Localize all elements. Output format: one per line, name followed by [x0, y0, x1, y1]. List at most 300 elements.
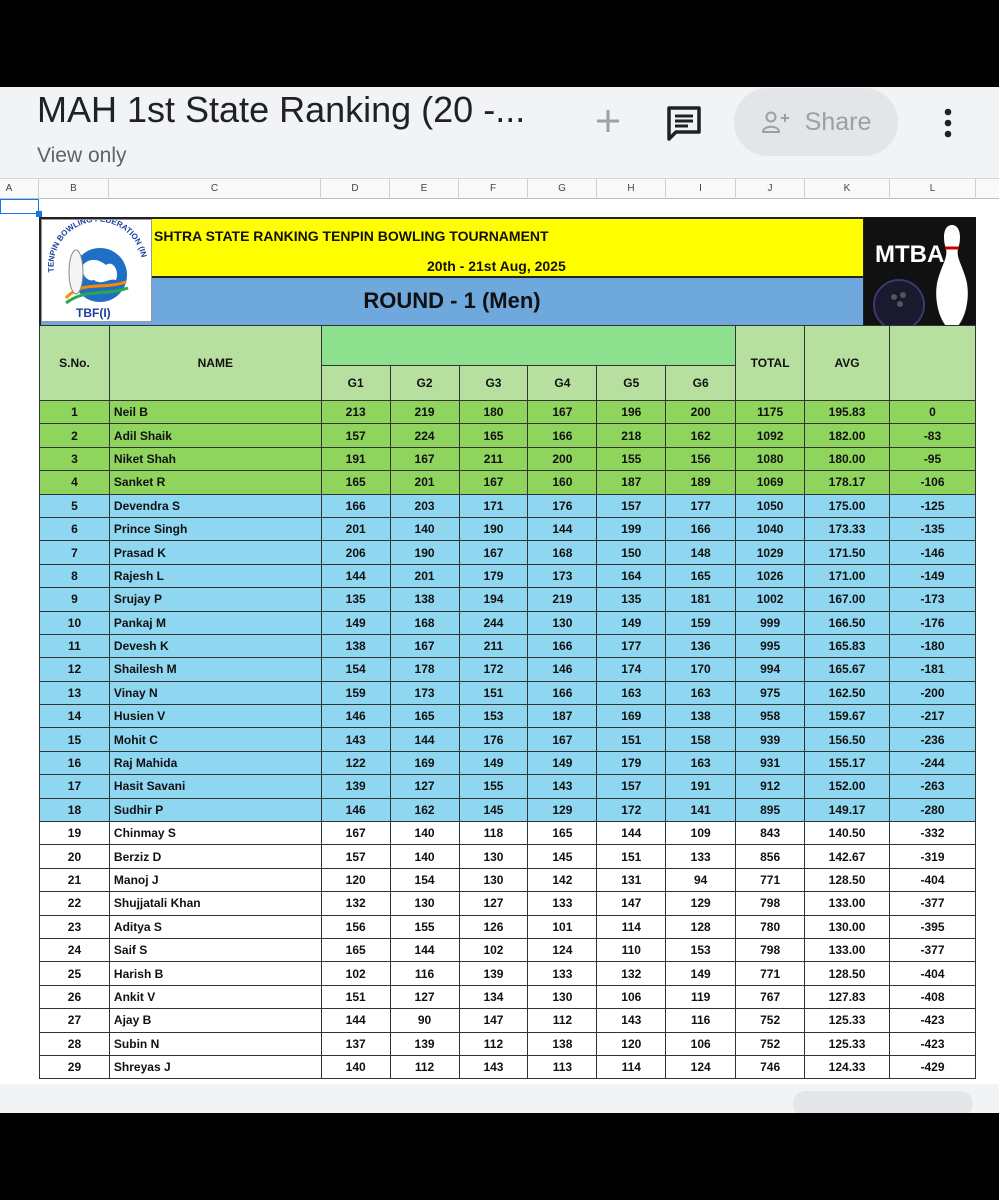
cell-g1[interactable]: 120 — [321, 868, 390, 891]
cell-g5[interactable]: 163 — [597, 681, 666, 704]
cell-total[interactable]: 994 — [736, 658, 805, 681]
cell-g2[interactable]: 165 — [390, 705, 459, 728]
cell-g1[interactable]: 165 — [321, 471, 390, 494]
cell-g4[interactable]: 167 — [528, 728, 597, 751]
cell-diff[interactable]: -395 — [889, 915, 975, 938]
cell-g6[interactable]: 165 — [666, 564, 736, 587]
cell-g6[interactable]: 153 — [666, 938, 736, 961]
cell-total[interactable]: 771 — [736, 868, 805, 891]
cell-sno[interactable]: 25 — [40, 962, 110, 985]
cell-g5[interactable]: 150 — [597, 541, 666, 564]
cell-name[interactable]: Mohit C — [109, 728, 321, 751]
cell-g1[interactable]: 149 — [321, 611, 390, 634]
cell-g3[interactable]: 211 — [459, 447, 528, 470]
cell-g3[interactable]: 112 — [459, 1032, 528, 1055]
cell-g5[interactable]: 174 — [597, 658, 666, 681]
cell-diff[interactable]: -244 — [889, 751, 975, 774]
cell-total[interactable]: 895 — [736, 798, 805, 821]
cell-g3[interactable]: 244 — [459, 611, 528, 634]
cell-g2[interactable]: 203 — [390, 494, 459, 517]
cell-total[interactable]: 767 — [736, 985, 805, 1008]
cell-g3[interactable]: 194 — [459, 588, 528, 611]
cell-g1[interactable]: 122 — [321, 751, 390, 774]
cell-diff[interactable]: -180 — [889, 634, 975, 657]
cell-g1[interactable]: 139 — [321, 775, 390, 798]
cell-g2[interactable]: 155 — [390, 915, 459, 938]
cell-g2[interactable]: 116 — [390, 962, 459, 985]
column-header-e[interactable]: E — [390, 179, 459, 199]
cell-g3[interactable]: 155 — [459, 775, 528, 798]
cell-avg[interactable]: 142.67 — [805, 845, 890, 868]
column-header-h[interactable]: H — [597, 179, 666, 199]
cell-g3[interactable]: 167 — [459, 471, 528, 494]
cell-g3[interactable]: 180 — [459, 401, 528, 424]
cell-g2[interactable]: 144 — [390, 938, 459, 961]
cell-avg[interactable]: 195.83 — [805, 401, 890, 424]
header-g1[interactable]: G1 — [321, 366, 390, 401]
cell-g4[interactable]: 219 — [528, 588, 597, 611]
cell-g5[interactable]: 199 — [597, 517, 666, 540]
cell-g4[interactable]: 130 — [528, 985, 597, 1008]
cell-g6[interactable]: 191 — [666, 775, 736, 798]
cell-g3[interactable]: 126 — [459, 915, 528, 938]
cell-total[interactable]: 939 — [736, 728, 805, 751]
cell-diff[interactable]: -332 — [889, 822, 975, 845]
cell-g4[interactable]: 187 — [528, 705, 597, 728]
cell-total[interactable]: 1080 — [736, 447, 805, 470]
header-g2[interactable]: G2 — [390, 366, 459, 401]
column-header-l[interactable]: L — [890, 179, 976, 199]
cell-g2[interactable]: 167 — [390, 634, 459, 657]
cell-g5[interactable]: 114 — [597, 915, 666, 938]
cell-avg[interactable]: 127.83 — [805, 985, 890, 1008]
cell-g6[interactable]: 109 — [666, 822, 736, 845]
header-g6[interactable]: G6 — [666, 366, 736, 401]
cell-diff[interactable]: -149 — [889, 564, 975, 587]
cell-sno[interactable]: 18 — [40, 798, 110, 821]
cell-name[interactable]: Husien V — [109, 705, 321, 728]
cell-name[interactable]: Harish B — [109, 962, 321, 985]
cell-g5[interactable]: 157 — [597, 494, 666, 517]
cell-total[interactable]: 780 — [736, 915, 805, 938]
cell-g1[interactable]: 191 — [321, 447, 390, 470]
cell-avg[interactable]: 162.50 — [805, 681, 890, 704]
cell-g1[interactable]: 166 — [321, 494, 390, 517]
cell-total[interactable]: 1026 — [736, 564, 805, 587]
cell-g4[interactable]: 166 — [528, 681, 597, 704]
cell-avg[interactable]: 173.33 — [805, 517, 890, 540]
cell-name[interactable]: Sanket R — [109, 471, 321, 494]
cell-g2[interactable]: 190 — [390, 541, 459, 564]
cell-sno[interactable]: 2 — [40, 424, 110, 447]
cell-sno[interactable]: 6 — [40, 517, 110, 540]
cell-g5[interactable]: 151 — [597, 728, 666, 751]
cell-g4[interactable]: 168 — [528, 541, 597, 564]
cell-g2[interactable]: 154 — [390, 868, 459, 891]
cell-g6[interactable]: 149 — [666, 962, 736, 985]
cell-g3[interactable]: 143 — [459, 1055, 528, 1078]
cell-g1[interactable]: 143 — [321, 728, 390, 751]
cell-sno[interactable]: 9 — [40, 588, 110, 611]
cell-diff[interactable]: -200 — [889, 681, 975, 704]
cell-g2[interactable]: 168 — [390, 611, 459, 634]
column-header-g[interactable]: G — [528, 179, 597, 199]
cell-g5[interactable]: 172 — [597, 798, 666, 821]
cell-diff[interactable]: -146 — [889, 541, 975, 564]
cell-sno[interactable]: 4 — [40, 471, 110, 494]
cell-g2[interactable]: 219 — [390, 401, 459, 424]
cell-g6[interactable]: 116 — [666, 1009, 736, 1032]
cell-avg[interactable]: 156.50 — [805, 728, 890, 751]
cell-g6[interactable]: 138 — [666, 705, 736, 728]
cell-g5[interactable]: 110 — [597, 938, 666, 961]
cell-sno[interactable]: 24 — [40, 938, 110, 961]
cell-g6[interactable]: 163 — [666, 681, 736, 704]
cell-g5[interactable]: 132 — [597, 962, 666, 985]
cell-name[interactable]: Aditya S — [109, 915, 321, 938]
cell-g5[interactable]: 169 — [597, 705, 666, 728]
cell-name[interactable]: Saif S — [109, 938, 321, 961]
cell-g2[interactable]: 144 — [390, 728, 459, 751]
cell-avg[interactable]: 128.50 — [805, 868, 890, 891]
cell-sno[interactable]: 12 — [40, 658, 110, 681]
cell-diff[interactable]: -181 — [889, 658, 975, 681]
header-sno[interactable]: S.No. — [40, 326, 110, 401]
cell-name[interactable]: Rajesh L — [109, 564, 321, 587]
cell-g1[interactable]: 102 — [321, 962, 390, 985]
cell-name[interactable]: Prince Singh — [109, 517, 321, 540]
cell-g3[interactable]: 172 — [459, 658, 528, 681]
cell-g3[interactable]: 171 — [459, 494, 528, 517]
cell-name[interactable]: Niket Shah — [109, 447, 321, 470]
cell-g4[interactable]: 200 — [528, 447, 597, 470]
cell-g4[interactable]: 143 — [528, 775, 597, 798]
cell-avg[interactable]: 140.50 — [805, 822, 890, 845]
cell-g4[interactable]: 133 — [528, 962, 597, 985]
cell-g6[interactable]: 136 — [666, 634, 736, 657]
cell-g1[interactable]: 132 — [321, 892, 390, 915]
cell-g2[interactable]: 138 — [390, 588, 459, 611]
cell-g4[interactable]: 166 — [528, 634, 597, 657]
cell-total[interactable]: 752 — [736, 1032, 805, 1055]
cell-g3[interactable]: 190 — [459, 517, 528, 540]
cell-sno[interactable]: 19 — [40, 822, 110, 845]
cell-g3[interactable]: 165 — [459, 424, 528, 447]
column-header-c[interactable]: C — [109, 179, 321, 199]
cell-total[interactable]: 798 — [736, 938, 805, 961]
cell-g3[interactable]: 102 — [459, 938, 528, 961]
cell-g2[interactable]: 162 — [390, 798, 459, 821]
cell-avg[interactable]: 167.00 — [805, 588, 890, 611]
cell-name[interactable]: Pankaj M — [109, 611, 321, 634]
cell-g5[interactable]: 149 — [597, 611, 666, 634]
cell-diff[interactable]: -106 — [889, 471, 975, 494]
header-name[interactable]: NAME — [109, 326, 321, 401]
column-header-f[interactable]: F — [459, 179, 528, 199]
cell-avg[interactable]: 175.00 — [805, 494, 890, 517]
cell-g3[interactable]: 145 — [459, 798, 528, 821]
cell-g3[interactable]: 134 — [459, 985, 528, 1008]
cell-diff[interactable]: -377 — [889, 938, 975, 961]
header-g5[interactable]: G5 — [597, 366, 666, 401]
cell-avg[interactable]: 166.50 — [805, 611, 890, 634]
cell-g3[interactable]: 139 — [459, 962, 528, 985]
cell-avg[interactable]: 155.17 — [805, 751, 890, 774]
cell-g5[interactable]: 144 — [597, 822, 666, 845]
cell-sno[interactable]: 26 — [40, 985, 110, 1008]
cell-avg[interactable]: 182.00 — [805, 424, 890, 447]
cell-g6[interactable]: 170 — [666, 658, 736, 681]
cell-avg[interactable]: 130.00 — [805, 915, 890, 938]
cell-g4[interactable]: 133 — [528, 892, 597, 915]
cell-g5[interactable]: 131 — [597, 868, 666, 891]
cell-g4[interactable]: 160 — [528, 471, 597, 494]
sheet-grid[interactable] — [0, 199, 999, 1084]
cell-diff[interactable]: -429 — [889, 1055, 975, 1078]
cell-total[interactable]: 746 — [736, 1055, 805, 1078]
cell-g6[interactable]: 128 — [666, 915, 736, 938]
cell-diff[interactable]: -377 — [889, 892, 975, 915]
cell-g3[interactable]: 179 — [459, 564, 528, 587]
cell-name[interactable]: Subin N — [109, 1032, 321, 1055]
cell-sno[interactable]: 17 — [40, 775, 110, 798]
cell-g5[interactable]: 155 — [597, 447, 666, 470]
cell-g1[interactable]: 137 — [321, 1032, 390, 1055]
cell-g6[interactable]: 181 — [666, 588, 736, 611]
comment-icon[interactable] — [664, 103, 704, 143]
cell-total[interactable]: 999 — [736, 611, 805, 634]
cell-total[interactable]: 1092 — [736, 424, 805, 447]
cell-g5[interactable]: 218 — [597, 424, 666, 447]
cell-g6[interactable]: 200 — [666, 401, 736, 424]
cell-name[interactable]: Shailesh M — [109, 658, 321, 681]
cell-diff[interactable]: -125 — [889, 494, 975, 517]
cell-sno[interactable]: 16 — [40, 751, 110, 774]
cell-g5[interactable]: 164 — [597, 564, 666, 587]
cell-g4[interactable]: 166 — [528, 424, 597, 447]
cell-g4[interactable]: 144 — [528, 517, 597, 540]
cell-g3[interactable]: 211 — [459, 634, 528, 657]
cell-g3[interactable]: 151 — [459, 681, 528, 704]
cell-g5[interactable]: 114 — [597, 1055, 666, 1078]
column-header-d[interactable]: D — [321, 179, 390, 199]
cell-total[interactable]: 1040 — [736, 517, 805, 540]
cell-g4[interactable]: 138 — [528, 1032, 597, 1055]
cell-diff[interactable]: -263 — [889, 775, 975, 798]
cell-g1[interactable]: 159 — [321, 681, 390, 704]
cell-total[interactable]: 798 — [736, 892, 805, 915]
cell-name[interactable]: Prasad K — [109, 541, 321, 564]
cell-diff[interactable]: -423 — [889, 1032, 975, 1055]
cell-total[interactable]: 1002 — [736, 588, 805, 611]
cell-g1[interactable]: 154 — [321, 658, 390, 681]
cell-avg[interactable]: 125.33 — [805, 1032, 890, 1055]
cell-g4[interactable]: 176 — [528, 494, 597, 517]
more-vert-icon[interactable] — [935, 103, 961, 143]
cell-g6[interactable]: 94 — [666, 868, 736, 891]
cell-sno[interactable]: 10 — [40, 611, 110, 634]
cell-name[interactable]: Neil B — [109, 401, 321, 424]
cell-g2[interactable]: 169 — [390, 751, 459, 774]
cell-g1[interactable]: 157 — [321, 424, 390, 447]
cell-g5[interactable]: 135 — [597, 588, 666, 611]
cell-avg[interactable]: 124.33 — [805, 1055, 890, 1078]
cell-g1[interactable]: 146 — [321, 705, 390, 728]
column-header-j[interactable]: J — [736, 179, 805, 199]
cell-g4[interactable]: 113 — [528, 1055, 597, 1078]
cell-g2[interactable]: 127 — [390, 775, 459, 798]
cell-g1[interactable]: 151 — [321, 985, 390, 1008]
cell-g1[interactable]: 213 — [321, 401, 390, 424]
cell-g5[interactable]: 157 — [597, 775, 666, 798]
cell-name[interactable]: Vinay N — [109, 681, 321, 704]
cell-total[interactable]: 912 — [736, 775, 805, 798]
cell-diff[interactable]: -236 — [889, 728, 975, 751]
column-header-a[interactable]: A — [0, 179, 39, 199]
cell-g3[interactable]: 130 — [459, 845, 528, 868]
cell-g1[interactable]: 156 — [321, 915, 390, 938]
cell-g3[interactable]: 127 — [459, 892, 528, 915]
cell-g4[interactable]: 146 — [528, 658, 597, 681]
cell-g3[interactable]: 167 — [459, 541, 528, 564]
share-button[interactable] — [734, 88, 898, 156]
cell-g1[interactable]: 206 — [321, 541, 390, 564]
cell-sno[interactable]: 28 — [40, 1032, 110, 1055]
cell-diff[interactable]: -95 — [889, 447, 975, 470]
cell-g1[interactable]: 165 — [321, 938, 390, 961]
cell-g2[interactable]: 130 — [390, 892, 459, 915]
cell-g2[interactable]: 201 — [390, 471, 459, 494]
cell-g1[interactable]: 144 — [321, 564, 390, 587]
cell-g4[interactable]: 145 — [528, 845, 597, 868]
cell-name[interactable]: Ajay B — [109, 1009, 321, 1032]
cell-diff[interactable]: -404 — [889, 868, 975, 891]
cell-sno[interactable]: 15 — [40, 728, 110, 751]
cell-g3[interactable]: 130 — [459, 868, 528, 891]
cell-g3[interactable]: 149 — [459, 751, 528, 774]
cell-g4[interactable]: 149 — [528, 751, 597, 774]
cell-diff[interactable]: -423 — [889, 1009, 975, 1032]
cell-name[interactable]: Manoj J — [109, 868, 321, 891]
cell-g6[interactable]: 148 — [666, 541, 736, 564]
cell-g2[interactable]: 140 — [390, 822, 459, 845]
cell-g2[interactable]: 90 — [390, 1009, 459, 1032]
cell-total[interactable]: 1175 — [736, 401, 805, 424]
cell-g6[interactable]: 106 — [666, 1032, 736, 1055]
selected-cell[interactable] — [0, 199, 39, 214]
cell-name[interactable]: Shujjatali Khan — [109, 892, 321, 915]
cell-g6[interactable]: 189 — [666, 471, 736, 494]
cell-g4[interactable]: 165 — [528, 822, 597, 845]
cell-g4[interactable]: 101 — [528, 915, 597, 938]
cell-g2[interactable]: 178 — [390, 658, 459, 681]
cell-avg[interactable]: 149.17 — [805, 798, 890, 821]
cell-g1[interactable]: 201 — [321, 517, 390, 540]
cell-g6[interactable]: 162 — [666, 424, 736, 447]
cell-g4[interactable]: 124 — [528, 938, 597, 961]
cell-total[interactable]: 1069 — [736, 471, 805, 494]
cell-g1[interactable]: 146 — [321, 798, 390, 821]
cell-avg[interactable]: 165.67 — [805, 658, 890, 681]
column-header-k[interactable]: K — [805, 179, 890, 199]
cell-avg[interactable]: 178.17 — [805, 471, 890, 494]
cell-g6[interactable]: 141 — [666, 798, 736, 821]
cell-avg[interactable]: 159.67 — [805, 705, 890, 728]
cell-total[interactable]: 843 — [736, 822, 805, 845]
cell-avg[interactable]: 133.00 — [805, 938, 890, 961]
cell-total[interactable]: 958 — [736, 705, 805, 728]
cell-sno[interactable]: 13 — [40, 681, 110, 704]
cell-g4[interactable]: 142 — [528, 868, 597, 891]
cell-g1[interactable]: 138 — [321, 634, 390, 657]
cell-avg[interactable]: 133.00 — [805, 892, 890, 915]
cell-g1[interactable]: 140 — [321, 1055, 390, 1078]
cell-total[interactable]: 1029 — [736, 541, 805, 564]
cell-g6[interactable]: 129 — [666, 892, 736, 915]
cell-g1[interactable]: 135 — [321, 588, 390, 611]
cell-diff[interactable]: -83 — [889, 424, 975, 447]
cell-g5[interactable]: 120 — [597, 1032, 666, 1055]
cell-diff[interactable]: -173 — [889, 588, 975, 611]
cell-g6[interactable]: 159 — [666, 611, 736, 634]
cell-total[interactable]: 931 — [736, 751, 805, 774]
cell-avg[interactable]: 180.00 — [805, 447, 890, 470]
cell-g2[interactable]: 127 — [390, 985, 459, 1008]
cell-g5[interactable]: 143 — [597, 1009, 666, 1032]
cell-sno[interactable]: 1 — [40, 401, 110, 424]
cell-name[interactable]: Devendra S — [109, 494, 321, 517]
document-title[interactable]: MAH 1st State Ranking (20 -... — [37, 89, 526, 130]
cell-total[interactable]: 856 — [736, 845, 805, 868]
cell-g6[interactable]: 156 — [666, 447, 736, 470]
column-header-b[interactable]: B — [39, 179, 109, 199]
cell-sno[interactable]: 3 — [40, 447, 110, 470]
cell-diff[interactable]: -135 — [889, 517, 975, 540]
cell-name[interactable]: Devesh K — [109, 634, 321, 657]
cell-g5[interactable]: 196 — [597, 401, 666, 424]
cell-name[interactable]: Hasit Savani — [109, 775, 321, 798]
cell-diff[interactable]: -319 — [889, 845, 975, 868]
cell-sno[interactable]: 20 — [40, 845, 110, 868]
header-g3[interactable]: G3 — [459, 366, 528, 401]
cell-g3[interactable]: 176 — [459, 728, 528, 751]
cell-sno[interactable]: 29 — [40, 1055, 110, 1078]
cell-g6[interactable]: 177 — [666, 494, 736, 517]
cell-name[interactable]: Raj Mahida — [109, 751, 321, 774]
cell-sno[interactable]: 11 — [40, 634, 110, 657]
cell-g2[interactable]: 167 — [390, 447, 459, 470]
cell-g2[interactable]: 224 — [390, 424, 459, 447]
cell-total[interactable]: 752 — [736, 1009, 805, 1032]
cell-total[interactable]: 995 — [736, 634, 805, 657]
header-total[interactable]: TOTAL — [736, 326, 805, 401]
cell-diff[interactable]: -176 — [889, 611, 975, 634]
cell-g2[interactable]: 201 — [390, 564, 459, 587]
cell-total[interactable]: 771 — [736, 962, 805, 985]
cell-sno[interactable]: 8 — [40, 564, 110, 587]
cell-name[interactable]: Shreyas J — [109, 1055, 321, 1078]
cell-g6[interactable]: 166 — [666, 517, 736, 540]
cell-g4[interactable]: 112 — [528, 1009, 597, 1032]
cell-g2[interactable]: 140 — [390, 845, 459, 868]
cell-name[interactable]: Ankit V — [109, 985, 321, 1008]
cell-avg[interactable]: 165.83 — [805, 634, 890, 657]
cell-g5[interactable]: 179 — [597, 751, 666, 774]
cell-g6[interactable]: 124 — [666, 1055, 736, 1078]
cell-g6[interactable]: 158 — [666, 728, 736, 751]
cell-sno[interactable]: 23 — [40, 915, 110, 938]
cell-sno[interactable]: 5 — [40, 494, 110, 517]
